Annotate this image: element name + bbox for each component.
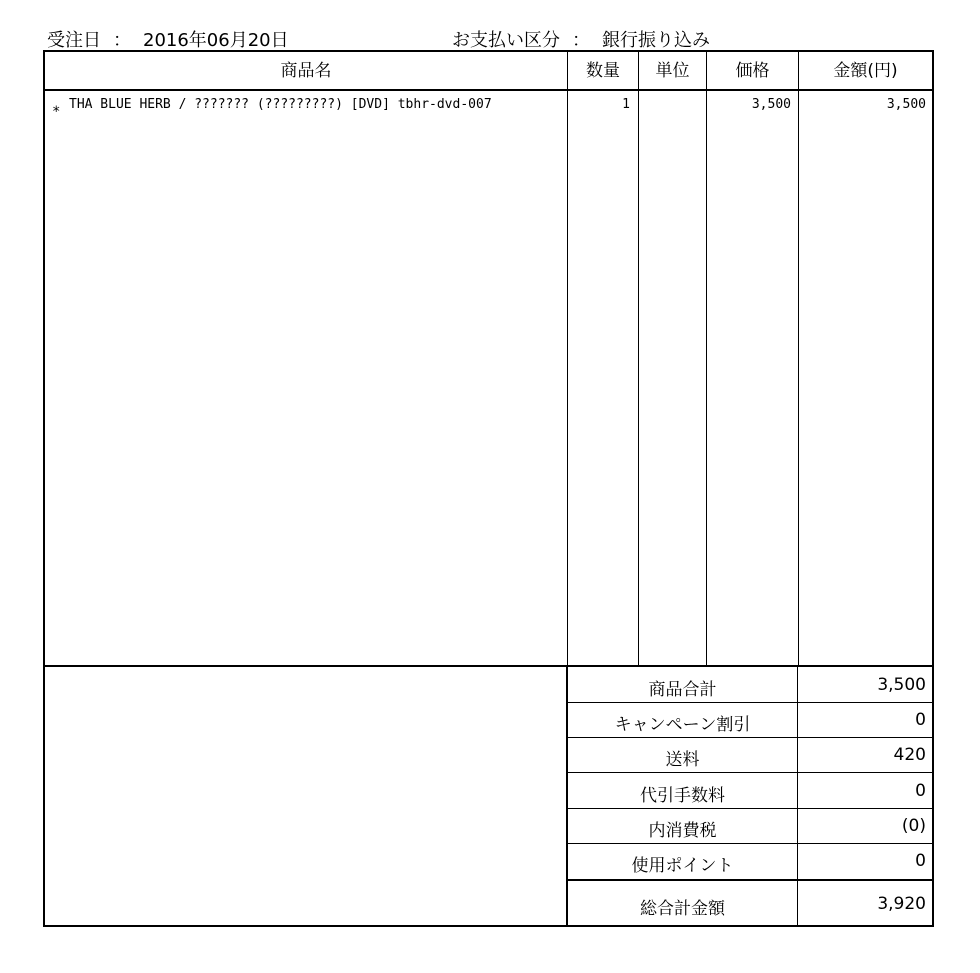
column-header-price: 価格: [707, 52, 799, 90]
order-date-line: [47, 26, 289, 52]
column-header-amount: 金額(円): [833, 61, 898, 81]
summary-value: 420: [893, 745, 926, 765]
payment-line: [452, 26, 710, 52]
summary-value: 0: [915, 851, 926, 871]
column-header-quantity: 数量: [568, 52, 639, 90]
item-price: 3,500: [751, 97, 791, 112]
summary-table: [566, 665, 934, 927]
summary-label: 商品合計: [648, 680, 717, 700]
column-divider: [638, 90, 639, 665]
column-header-unit: 単位: [639, 52, 707, 90]
summary-label: 使用ポイント: [631, 856, 734, 876]
item-marker: *: [52, 104, 61, 120]
item-amount: 3,500: [886, 97, 926, 112]
order-date-separator: ：: [113, 30, 131, 51]
summary-row-campaign-discount: [568, 703, 932, 738]
summary-value: (0): [901, 816, 926, 836]
column-divider: [706, 90, 707, 665]
column-divider: [798, 90, 799, 665]
notes-box: [43, 665, 568, 927]
summary-row-tax: [568, 809, 932, 844]
summary-row-shipping: [568, 738, 932, 773]
payment-value: 銀行振り込み: [602, 30, 710, 51]
order-date-value: 2016年06月20日: [143, 30, 289, 51]
summary-row-cod-fee: [568, 773, 932, 809]
grand-total-value: 3,920: [877, 894, 926, 914]
summary-value: 3,500: [877, 675, 926, 695]
summary-value: 0: [915, 781, 926, 801]
summary-label: キャンペーン割引: [614, 715, 751, 735]
order-date-label: 受注日: [47, 30, 101, 51]
summary-row-grand-total: [568, 879, 932, 925]
column-header-product-name: 商品名: [45, 52, 568, 90]
summary-label: 内消費税: [648, 821, 717, 841]
summary-label: 代引手数料: [640, 786, 725, 806]
item-name: THA BLUE HERB / ??????? (?????????) [DVD] tbhr-dvd-007: [69, 97, 492, 112]
summary-row-points: [568, 844, 932, 879]
summary-label: 送料: [665, 750, 700, 770]
payment-separator: ：: [572, 30, 590, 51]
item-quantity: 1: [622, 97, 630, 112]
summary-row-subtotal: [568, 667, 932, 703]
payment-label: お支払い区分: [452, 30, 560, 51]
summary-value: 0: [915, 710, 926, 730]
column-divider: [567, 90, 568, 665]
grand-total-label: 総合計金額: [640, 899, 725, 919]
items-table: [43, 50, 934, 667]
